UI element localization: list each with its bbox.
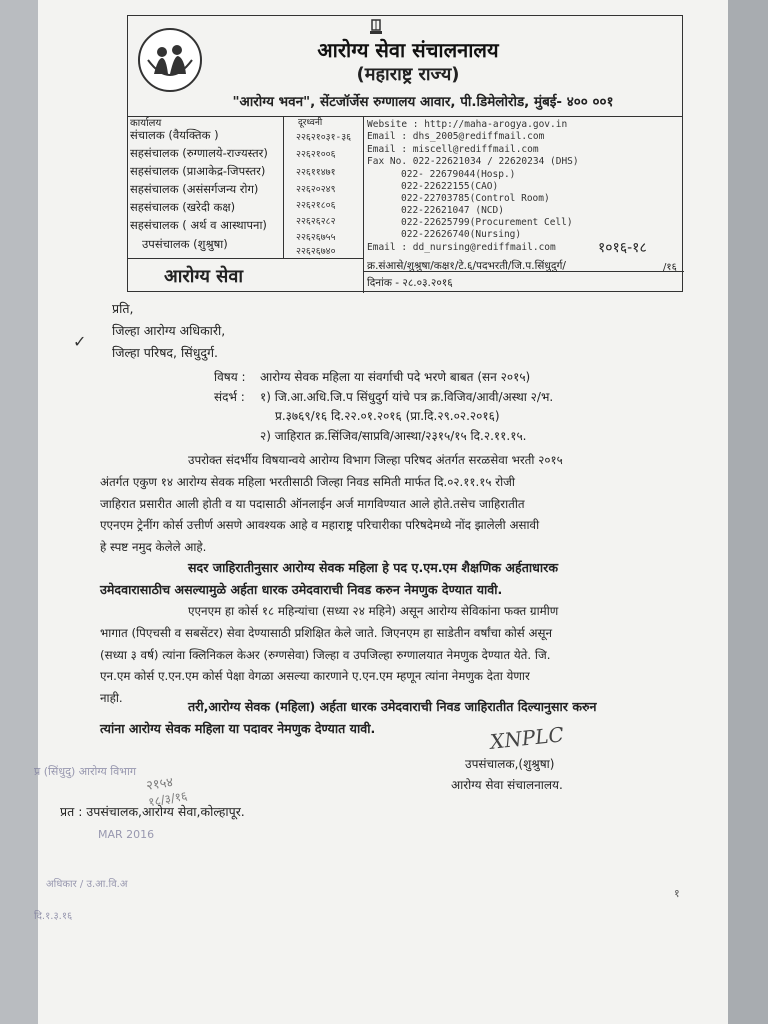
scan-background-right xyxy=(728,0,768,1024)
contact-email: Email : dhs_2005@rediffmail.com xyxy=(367,131,545,142)
reference-line: २) जाहिरात क्र.सिंजिव/साप्रवि/आस्था/२३१५/१५ दि.२.११.१५. xyxy=(260,429,527,443)
inward-stamp-text: प्र (सिंधुदु) आरोग्य विभाग xyxy=(34,765,137,778)
office-row: सहसंचालक (खरेदी कक्ष) xyxy=(130,200,236,214)
paragraph-line: त्यांना आरोग्य सेवक महिला या पदावर नेमणुक देण्यात यावी. xyxy=(100,720,376,736)
reference-line: प्र.३७६९/१६ दि.२२.०१.२०१६ (प्रा.दि.२९.०२.२०१६) xyxy=(275,409,500,423)
paragraph-line: उमेदवारासाठीच असल्यामुळे अर्हता धारक उमेदवाराची निवड करुन नेमणुक देण्यात यावी. xyxy=(100,581,503,597)
reference-label: संदर्भ : xyxy=(214,390,245,404)
paragraph-line: जाहिरात प्रसारीत आली होती व या पदासाठी ऑनलाईन अर्ज मागविण्यात आले होते.तसेच जाहिरातीत xyxy=(100,496,525,511)
paragraph-line: सदर जाहिरातीनुसार आरोग्य सेवक महिला हे पद ए.एम.एम शैक्षणिक अर्हताधारक xyxy=(188,560,558,575)
contact-fax: 022-22622155(CAO) xyxy=(401,181,499,192)
office-row: सहसंचालक (असंसर्गजन्य रोग) xyxy=(130,182,259,196)
body-paragraph xyxy=(100,557,722,601)
office-phone: २२६२१००६ xyxy=(296,149,336,160)
paragraph-line: नाही. xyxy=(100,691,123,706)
office-phone: २२६२०२४९ xyxy=(296,184,336,195)
paragraph-line: (सध्या ३ वर्ष) त्यांना क्लिनिकल केअर (रुग्णसेवा) जिल्हा व उपजिल्हा रुग्णालयात नेमणुक देण्यात येते. जि. xyxy=(100,647,551,662)
page-mark: १ xyxy=(674,887,680,900)
officer-stamp-date: दि.१.३.१६ xyxy=(34,911,73,922)
contact-email: Email : dd_nursing@rediffmail.com xyxy=(367,242,556,253)
copy-to: प्रत : उपसंचालक,आरोग्य सेवा,कोल्हापूर. xyxy=(60,804,245,819)
phone-column-header: दूरध्वनी xyxy=(298,118,323,128)
scan-background-left xyxy=(0,0,38,1024)
contact-website: Website : http://maha-arogya.gov.in xyxy=(367,119,568,130)
divider xyxy=(363,116,364,293)
department-logo xyxy=(138,28,202,92)
state-name: (महाराष्ट्र राज्य) xyxy=(356,64,460,85)
signature-scribble: XNPLC xyxy=(488,722,565,754)
signature-designation: उपसंचालक,(शुश्रुषा) xyxy=(465,757,555,771)
contact-fax: 022-22703785(Control Room) xyxy=(401,193,550,204)
footer-band-label: आरोग्य सेवा xyxy=(164,266,244,287)
inward-stamp-number: २१५४ xyxy=(145,775,175,794)
letter-reference-number: क्र.संआसे/शुश्रुषा/कक्ष१/टे.६/पदभरती/जि.प.सिंधुदुर्ग/ xyxy=(367,260,566,272)
office-phone: २२६२६७४० xyxy=(296,246,336,257)
divider xyxy=(283,116,284,258)
letter-reference-suffix: /१६ xyxy=(663,262,677,273)
check-mark-icon: ✓ xyxy=(73,332,87,351)
paragraph-line: तरी,आरोग्य सेवक (महिला) अर्हता धारक उमेदवाराची निवड जाहिरातीत दिल्यानुसार करुन xyxy=(188,699,597,714)
office-row: उपसंचालक (शुश्रुषा) xyxy=(142,237,228,251)
divider xyxy=(128,116,682,117)
office-column-header: कार्यालय xyxy=(130,118,162,129)
subject-label: विषय : xyxy=(214,370,246,384)
body-paragraph xyxy=(100,696,722,740)
contact-email: Email : miscell@rediffmail.com xyxy=(367,144,539,155)
subject-text: आरोग्य सेवक महिला या संवर्गाची पदे भरणे बाबत (सन २०१५) xyxy=(260,370,531,384)
office-row: सहसंचालक (रुग्णालये-राज्यस्तर) xyxy=(130,146,268,160)
reference-line: १) जि.आ.अधि.जि.प सिंधुदुर्ग यांचे पत्र क्र.विजिव/आवी/अस्था २/भ. xyxy=(260,390,554,404)
office-phone: २२६२६२८२ xyxy=(296,216,336,227)
office-phone: २२६२१०३१-३६ xyxy=(296,132,352,143)
office-row: सहसंचालक (प्राआकेद्र-जिपस्तर) xyxy=(130,164,266,178)
directorate-title: आरोग्य सेवा संचालनालय xyxy=(317,38,499,62)
national-emblem-icon xyxy=(369,18,383,36)
contact-fax: 022-22626740(Nursing) xyxy=(401,229,522,240)
office-phone: २२६२६७५५ xyxy=(296,232,336,243)
body-paragraph xyxy=(100,450,722,559)
directorate-address: "आरोग्य भवन", सेंटजॉर्जेस रुग्णालय आवार, पी.डिमेलोरोड, मुंबई- ४०० ००१ xyxy=(232,94,614,110)
paragraph-line: एएनएम ट्रेनींग कोर्स उत्तीर्ण असणे आवश्यक आहे व महाराष्ट्र परिचारीका परिषदेमध्ये नोंद झालेली असावी xyxy=(100,518,540,533)
recipient-line: जिल्हा परिषद, सिंधुदुर्ग. xyxy=(112,345,219,360)
body-paragraph xyxy=(100,601,722,710)
paragraph-line: अंतर्गत एकुण १४ आरोग्य सेवक महिला भरतीसाठी जिल्हा निवड समिती मार्फत दि.०२.११.१५ रोजी xyxy=(100,474,515,489)
handwritten-inward-number: १०१६-१८ xyxy=(598,240,647,256)
office-phone: २२६२१८०६ xyxy=(296,200,336,211)
contact-fax: Fax No. 022-22621034 / 22620234 (DHS) xyxy=(367,156,579,167)
contact-fax: 022-22621047 (NCD) xyxy=(401,205,504,216)
recipient-salutation: प्रति, xyxy=(112,301,134,316)
divider xyxy=(128,258,363,259)
letterhead-box xyxy=(127,15,683,292)
paragraph-line: उपरोक्त संदर्भीय विषयान्वये आरोग्य विभाग जिल्हा परिषद अंतर्गत सरळसेवा भरती २०१५ xyxy=(188,453,563,467)
paragraph-line: हे स्पष्ट नमुद केलेले आहे. xyxy=(100,540,207,555)
officer-stamp: अधिकार / उ.आ.वि.अ xyxy=(46,879,128,890)
contact-fax: 022-22625799(Procurement Cell) xyxy=(401,217,573,228)
paragraph-line: एएनएम हा कोर्स १८ महिन्यांचा (सध्या २४ महिने) असून आरोग्य सेविकांना फक्त ग्रामीण xyxy=(188,604,559,618)
paragraph-line: भागात (पिएचसी व सबसेंटर) सेवा देण्यासाठी प्रशिक्षित केले जाते. जिएनएम हा साडेतीन वर्षांचा कोर्स असून xyxy=(100,625,553,640)
signature-office: आरोग्य सेवा संचालनालय. xyxy=(451,778,563,792)
recipient-line: जिल्हा आरोग्य अधिकारी, xyxy=(112,323,226,338)
office-phone: २२६११४७१ xyxy=(296,167,336,178)
inward-stamp-date: १८/३/१६ xyxy=(147,788,189,810)
office-row: सहसंचालक ( अर्थ व आस्थापना) xyxy=(130,218,267,232)
paragraph-line: एन.एम कोर्स ए.एन.एम कोर्स पेक्षा वेगळा असल्या कारणाने ए.एन.एम म्हणून त्यांना नेमणुक देता येणार xyxy=(100,669,530,684)
letter-date: दिनांक - २८.०३.२०१६ xyxy=(367,277,453,289)
received-date-stamp: MAR 2016 xyxy=(98,828,155,841)
office-row: संचालक (वैयक्तिक ) xyxy=(130,128,219,142)
contact-fax: 022- 22679044(Hosp.) xyxy=(401,169,516,180)
letter-page xyxy=(34,0,728,1024)
